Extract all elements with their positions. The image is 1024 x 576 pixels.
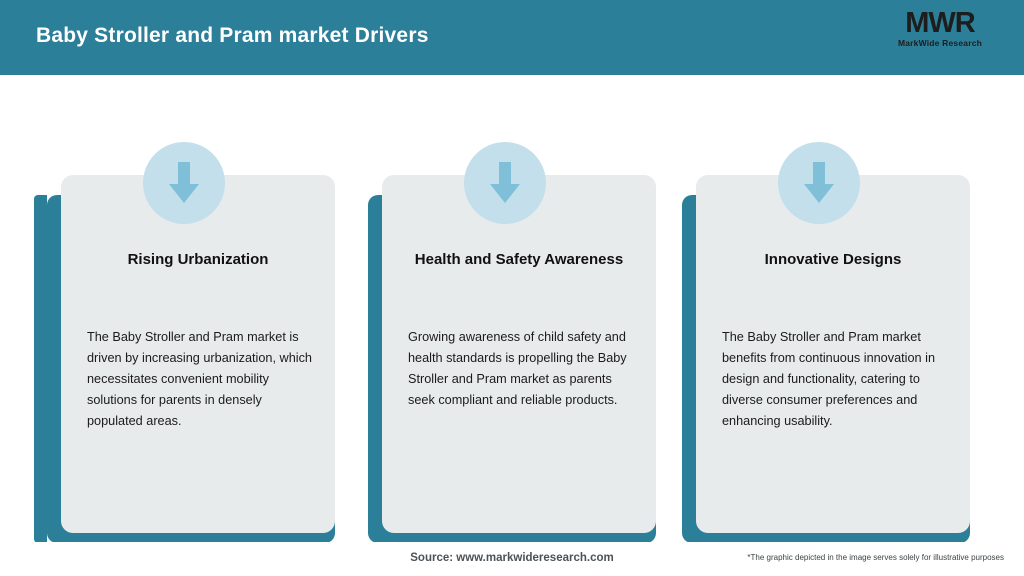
footer [0,542,1024,576]
card-body: Growing awareness of child safety and health standards is propelling the Baby Stroller and Pram market as parents seek compliant and reliable products. [408,330,627,407]
page-title: Baby Stroller and Pram market Drivers [36,24,429,47]
card-body: The Baby Stroller and Pram market benefits from continuous innovation in design and functionality, catering to diverse consumer preferences and enhancing usability. [722,330,935,428]
down-arrow-icon [143,142,225,224]
down-arrow-icon [778,142,860,224]
logo-company-name: MarkWide Research [897,38,983,48]
card-body: The Baby Stroller and Pram market is driven by increasing urbanization, which necessitates convenient mobility solutions for parents in densely populated areas. [87,330,312,428]
card-title: Rising Urbanization [127,251,269,268]
driver-card [682,175,970,543]
logo-mark: MWR [905,7,975,39]
disclaimer-label: *The graphic depicted in the image serves solely for illustrative purposes [747,553,1004,562]
logo-tagline: Inspiring Growth [914,50,966,56]
card-panel [61,175,335,533]
source-label: Source: www.markwideresearch.com [410,552,614,564]
driver-card [47,175,335,543]
card-panel [696,175,970,533]
card-title: Health and Safety Awareness [414,251,624,268]
driver-card [368,175,656,543]
card-title: Innovative Designs [764,251,902,268]
card-panel [382,175,656,533]
down-arrow-icon [464,142,546,224]
